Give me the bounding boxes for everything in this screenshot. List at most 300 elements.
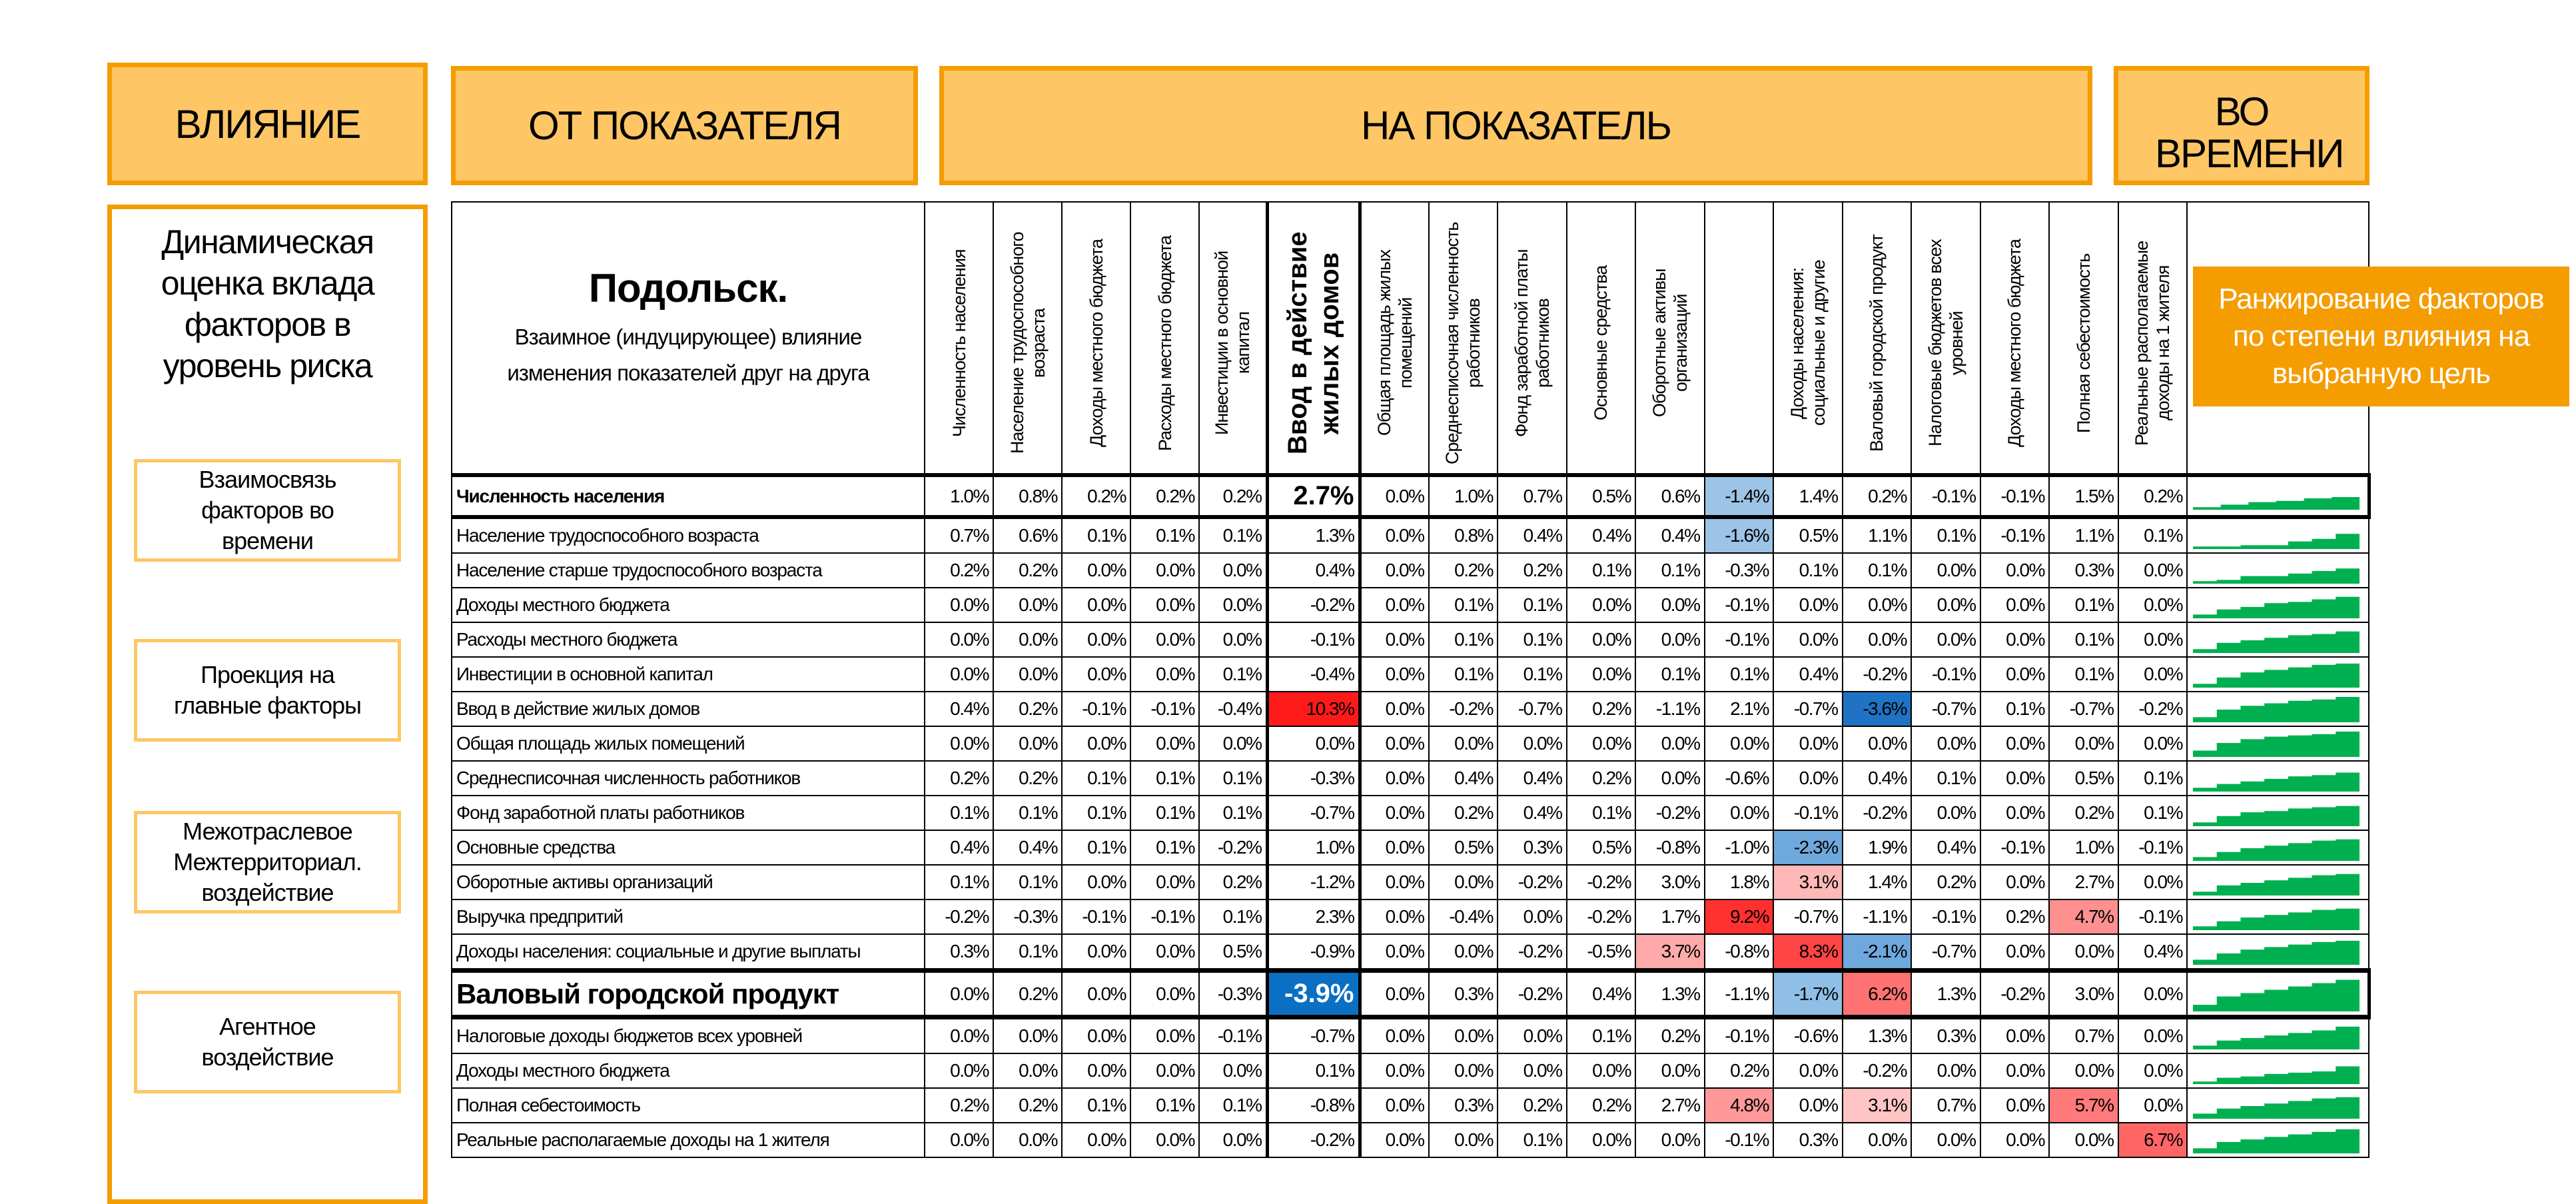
matrix-cell[interactable]: 0.2% xyxy=(993,692,1062,726)
matrix-cell[interactable]: 1.7% xyxy=(1635,900,1705,934)
matrix-cell[interactable]: 0.0% xyxy=(1911,726,1980,761)
matrix-cell[interactable]: 0.0% xyxy=(1360,622,1429,657)
matrix-cell[interactable]: 6.2% xyxy=(1843,971,1912,1017)
matrix-cell[interactable]: 2.7% xyxy=(1635,1088,1705,1123)
matrix-cell[interactable]: 0.2% xyxy=(1567,761,1636,796)
matrix-cell[interactable]: -0.9% xyxy=(1267,934,1360,971)
matrix-cell[interactable]: 3.0% xyxy=(2049,971,2118,1017)
matrix-cell[interactable]: 0.4% xyxy=(1567,517,1636,553)
table-row[interactable] xyxy=(452,761,2369,796)
matrix-cell[interactable]: 0.0% xyxy=(1980,657,2050,692)
matrix-cell[interactable]: 0.5% xyxy=(1567,830,1636,865)
matrix-cell[interactable]: -0.6% xyxy=(1705,761,1774,796)
matrix-cell[interactable]: 0.0% xyxy=(1199,553,1267,588)
matrix-cell[interactable]: 0.0% xyxy=(2118,865,2188,900)
matrix-cell[interactable]: 0.4% xyxy=(1429,761,1498,796)
matrix-cell[interactable]: 0.0% xyxy=(1360,1017,1429,1054)
matrix-cell[interactable]: 0.1% xyxy=(1062,1088,1130,1123)
matrix-cell[interactable]: -0.2% xyxy=(925,900,993,934)
matrix-cell[interactable]: 0.0% xyxy=(1635,761,1705,796)
tab-influence[interactable] xyxy=(107,63,428,185)
matrix-cell[interactable]: -0.3% xyxy=(993,900,1062,934)
matrix-cell[interactable]: 0.2% xyxy=(1498,553,1567,588)
matrix-cell[interactable]: 0.4% xyxy=(1498,796,1567,830)
matrix-cell[interactable]: 0.4% xyxy=(2118,934,2188,971)
matrix-cell[interactable]: 0.0% xyxy=(1980,796,2050,830)
matrix-cell[interactable]: 0.0% xyxy=(1062,657,1130,692)
matrix-cell[interactable]: 0.2% xyxy=(1429,553,1498,588)
matrix-cell[interactable]: 0.1% xyxy=(1130,517,1199,553)
matrix-cell[interactable]: 0.4% xyxy=(1567,971,1636,1017)
matrix-cell[interactable]: 8.3% xyxy=(1773,934,1843,971)
matrix-cell[interactable]: 0.2% xyxy=(2049,796,2118,830)
matrix-cell[interactable]: 0.0% xyxy=(1062,622,1130,657)
column-header[interactable] xyxy=(1705,202,1774,475)
matrix-cell[interactable]: 1.4% xyxy=(1773,475,1843,517)
matrix-cell[interactable]: 0.0% xyxy=(1062,1017,1130,1054)
table-row[interactable] xyxy=(452,657,2369,692)
matrix-cell[interactable]: 1.4% xyxy=(1843,865,1912,900)
matrix-cell[interactable]: 0.1% xyxy=(1130,830,1199,865)
matrix-cell[interactable]: 0.0% xyxy=(1498,726,1567,761)
matrix-cell[interactable]: 0.0% xyxy=(1130,1123,1199,1157)
matrix-cell[interactable]: 0.4% xyxy=(1498,517,1567,553)
matrix-cell[interactable]: 0.3% xyxy=(1498,830,1567,865)
matrix-cell[interactable]: 0.0% xyxy=(1360,692,1429,726)
row-label[interactable]: Основные средства xyxy=(452,830,925,865)
matrix-cell[interactable]: 9.2% xyxy=(1705,900,1774,934)
matrix-cell[interactable]: 0.1% xyxy=(1062,761,1130,796)
matrix-cell[interactable]: 0.7% xyxy=(1498,475,1567,517)
matrix-cell[interactable]: -0.2% xyxy=(1635,796,1705,830)
matrix-cell[interactable]: 6.7% xyxy=(2118,1123,2188,1157)
matrix-cell[interactable]: 0.0% xyxy=(2049,1053,2118,1088)
matrix-cell[interactable]: 0.0% xyxy=(1429,865,1498,900)
matrix-cell[interactable]: -1.1% xyxy=(1843,900,1912,934)
matrix-cell[interactable]: 0.1% xyxy=(1130,761,1199,796)
column-header[interactable] xyxy=(1498,202,1567,475)
matrix-cell[interactable]: 0.1% xyxy=(1498,588,1567,622)
matrix-cell[interactable]: 0.0% xyxy=(1498,1053,1567,1088)
matrix-cell[interactable]: -0.1% xyxy=(2118,900,2188,934)
matrix-cell[interactable]: 0.1% xyxy=(1498,622,1567,657)
matrix-cell[interactable]: 0.0% xyxy=(1567,1123,1636,1157)
matrix-cell[interactable]: 0.0% xyxy=(1980,588,2050,622)
matrix-cell[interactable]: -3.6% xyxy=(1843,692,1912,726)
row-label[interactable]: Численность населения xyxy=(452,475,925,517)
matrix-cell[interactable]: -0.2% xyxy=(1843,657,1912,692)
column-header[interactable] xyxy=(2118,202,2188,475)
matrix-cell[interactable]: 0.0% xyxy=(1360,475,1429,517)
table-row[interactable] xyxy=(452,692,2369,726)
matrix-cell[interactable]: 0.0% xyxy=(2118,588,2188,622)
matrix-cell[interactable]: -0.8% xyxy=(1267,1088,1360,1123)
matrix-cell[interactable]: 0.2% xyxy=(1843,475,1912,517)
matrix-cell[interactable]: 0.7% xyxy=(925,517,993,553)
matrix-cell[interactable]: 0.0% xyxy=(1843,588,1912,622)
column-header[interactable] xyxy=(925,202,993,475)
matrix-cell[interactable]: 0.2% xyxy=(993,553,1062,588)
matrix-cell[interactable]: 0.0% xyxy=(1360,553,1429,588)
matrix-cell[interactable]: 0.0% xyxy=(925,622,993,657)
column-header[interactable] xyxy=(1429,202,1498,475)
matrix-cell[interactable]: 0.0% xyxy=(1062,726,1130,761)
matrix-cell[interactable]: 1.9% xyxy=(1843,830,1912,865)
matrix-cell[interactable]: 0.0% xyxy=(1360,1088,1429,1123)
matrix-cell[interactable]: 0.1% xyxy=(1429,622,1498,657)
matrix-cell[interactable]: 0.1% xyxy=(1498,1123,1567,1157)
matrix-cell[interactable]: 0.8% xyxy=(993,475,1062,517)
matrix-cell[interactable]: 0.1% xyxy=(993,796,1062,830)
matrix-cell[interactable]: 0.7% xyxy=(1911,1088,1980,1123)
matrix-cell[interactable]: 0.1% xyxy=(1498,657,1567,692)
matrix-cell[interactable]: 0.4% xyxy=(1843,761,1912,796)
table-row[interactable] xyxy=(452,796,2369,830)
matrix-cell[interactable]: 0.1% xyxy=(1130,1088,1199,1123)
table-row[interactable] xyxy=(452,1088,2369,1123)
matrix-cell[interactable]: 0.1% xyxy=(925,865,993,900)
matrix-cell[interactable]: 0.0% xyxy=(2049,934,2118,971)
matrix-cell[interactable]: 0.0% xyxy=(1980,761,2050,796)
matrix-cell[interactable]: 1.0% xyxy=(1267,830,1360,865)
matrix-cell[interactable]: 0.0% xyxy=(1773,1053,1843,1088)
matrix-cell[interactable]: 0.1% xyxy=(1635,657,1705,692)
matrix-cell[interactable]: 0.0% xyxy=(1360,1123,1429,1157)
matrix-cell[interactable]: -0.4% xyxy=(1429,900,1498,934)
main-factors-projection-button[interactable] xyxy=(134,639,401,742)
table-row[interactable] xyxy=(452,1123,2369,1157)
matrix-cell[interactable]: 0.0% xyxy=(1062,934,1130,971)
column-header[interactable] xyxy=(1199,202,1267,475)
matrix-cell[interactable]: 0.7% xyxy=(2049,1017,2118,1054)
matrix-cell[interactable]: 0.0% xyxy=(1773,726,1843,761)
matrix-cell[interactable]: 0.0% xyxy=(1360,517,1429,553)
matrix-cell[interactable]: 0.5% xyxy=(1567,475,1636,517)
matrix-cell[interactable]: 0.0% xyxy=(1199,1053,1267,1088)
column-header[interactable] xyxy=(1267,202,1360,475)
matrix-cell[interactable]: 1.0% xyxy=(2049,830,2118,865)
matrix-cell[interactable]: 0.0% xyxy=(993,726,1062,761)
matrix-cell[interactable]: 0.3% xyxy=(1773,1123,1843,1157)
matrix-cell[interactable]: -0.2% xyxy=(1429,692,1498,726)
matrix-cell[interactable]: 0.1% xyxy=(1199,657,1267,692)
matrix-cell[interactable]: 0.2% xyxy=(1911,865,1980,900)
matrix-cell[interactable]: -1.4% xyxy=(1705,475,1774,517)
matrix-cell[interactable]: 0.6% xyxy=(1635,475,1705,517)
matrix-cell[interactable]: 0.0% xyxy=(1635,1123,1705,1157)
matrix-cell[interactable]: 0.1% xyxy=(1705,657,1774,692)
row-label[interactable]: Среднесписочная численность работников xyxy=(452,761,925,796)
matrix-cell[interactable]: 0.1% xyxy=(2118,796,2188,830)
matrix-cell[interactable]: -0.7% xyxy=(1911,692,1980,726)
matrix-cell[interactable]: 0.1% xyxy=(1062,517,1130,553)
matrix-cell[interactable]: 0.1% xyxy=(2118,761,2188,796)
matrix-cell[interactable]: 0.0% xyxy=(1199,1123,1267,1157)
matrix-cell[interactable]: 0.0% xyxy=(1130,934,1199,971)
matrix-cell[interactable]: -0.8% xyxy=(1705,934,1774,971)
matrix-cell[interactable]: -0.1% xyxy=(1062,900,1130,934)
matrix-cell[interactable]: -0.1% xyxy=(1199,1017,1267,1054)
matrix-cell[interactable]: -0.6% xyxy=(1773,1017,1843,1054)
matrix-cell[interactable]: 0.3% xyxy=(1911,1017,1980,1054)
matrix-cell[interactable]: 1.3% xyxy=(1843,1017,1912,1054)
matrix-cell[interactable]: -0.2% xyxy=(1567,900,1636,934)
matrix-cell[interactable]: 0.0% xyxy=(1567,588,1636,622)
matrix-cell[interactable]: -0.1% xyxy=(1980,830,2050,865)
matrix-cell[interactable]: 2.1% xyxy=(1705,692,1774,726)
matrix-cell[interactable]: 0.0% xyxy=(1980,1053,2050,1088)
matrix-cell[interactable]: -0.1% xyxy=(1980,475,2050,517)
matrix-cell[interactable]: -1.2% xyxy=(1267,865,1360,900)
matrix-cell[interactable]: 0.5% xyxy=(1773,517,1843,553)
matrix-cell[interactable]: 2.7% xyxy=(2049,865,2118,900)
matrix-cell[interactable]: -2.3% xyxy=(1773,830,1843,865)
matrix-cell[interactable]: 0.0% xyxy=(1911,553,1980,588)
matrix-cell[interactable]: -0.1% xyxy=(1773,796,1843,830)
matrix-cell[interactable]: 0.2% xyxy=(993,761,1062,796)
matrix-cell[interactable]: 0.1% xyxy=(925,796,993,830)
matrix-cell[interactable]: 0.3% xyxy=(2049,553,2118,588)
column-header[interactable] xyxy=(1911,202,1980,475)
matrix-cell[interactable]: 0.3% xyxy=(1429,971,1498,1017)
row-label[interactable]: Валовый городской продукт xyxy=(452,971,925,1017)
row-label[interactable]: Доходы местного бюджета xyxy=(452,1053,925,1088)
row-label[interactable]: Доходы населения: социальные и другие выплаты xyxy=(452,934,925,971)
matrix-cell[interactable]: 0.0% xyxy=(2118,622,2188,657)
matrix-cell[interactable]: 4.8% xyxy=(1705,1088,1774,1123)
matrix-cell[interactable]: 0.0% xyxy=(993,657,1062,692)
matrix-cell[interactable]: 0.0% xyxy=(1635,1053,1705,1088)
column-header[interactable] xyxy=(1635,202,1705,475)
row-label[interactable]: Полная себестоимость xyxy=(452,1088,925,1123)
matrix-cell[interactable]: -2.1% xyxy=(1843,934,1912,971)
matrix-cell[interactable]: 0.4% xyxy=(1498,761,1567,796)
matrix-cell[interactable]: 0.0% xyxy=(993,622,1062,657)
matrix-cell[interactable]: 0.0% xyxy=(1843,1123,1912,1157)
matrix-cell[interactable]: 0.0% xyxy=(925,1053,993,1088)
matrix-cell[interactable]: 0.0% xyxy=(1062,865,1130,900)
matrix-cell[interactable]: -0.8% xyxy=(1635,830,1705,865)
matrix-cell[interactable]: 0.2% xyxy=(925,553,993,588)
tab-over-time[interactable] xyxy=(2114,66,2369,185)
matrix-cell[interactable]: 0.1% xyxy=(2049,622,2118,657)
matrix-cell[interactable]: 0.0% xyxy=(925,657,993,692)
matrix-cell[interactable]: 0.0% xyxy=(2049,726,2118,761)
matrix-cell[interactable]: 0.0% xyxy=(1980,622,2050,657)
matrix-cell[interactable]: -1.1% xyxy=(1705,971,1774,1017)
matrix-cell[interactable]: 0.2% xyxy=(1199,475,1267,517)
matrix-cell[interactable]: -0.2% xyxy=(1199,830,1267,865)
matrix-cell[interactable]: 0.1% xyxy=(1199,900,1267,934)
matrix-cell[interactable]: 0.8% xyxy=(1429,517,1498,553)
matrix-cell[interactable]: 0.0% xyxy=(1267,726,1360,761)
matrix-cell[interactable]: -0.1% xyxy=(1130,692,1199,726)
matrix-cell[interactable]: 0.0% xyxy=(2118,1088,2188,1123)
ranking-banner[interactable] xyxy=(2193,267,2569,406)
row-label[interactable]: Реальные располагаемые доходы на 1 жителя xyxy=(452,1123,925,1157)
matrix-cell[interactable]: 1.8% xyxy=(1705,865,1774,900)
matrix-cell[interactable]: 0.1% xyxy=(1567,1017,1636,1054)
matrix-cell[interactable]: -0.2% xyxy=(1843,796,1912,830)
matrix-cell[interactable]: 0.0% xyxy=(1980,865,2050,900)
matrix-cell[interactable]: 0.4% xyxy=(925,830,993,865)
matrix-cell[interactable]: -0.7% xyxy=(1773,900,1843,934)
row-label[interactable]: Доходы местного бюджета xyxy=(452,588,925,622)
matrix-cell[interactable]: 0.1% xyxy=(1429,588,1498,622)
matrix-cell[interactable]: 0.2% xyxy=(1567,692,1636,726)
matrix-cell[interactable]: 0.1% xyxy=(1062,796,1130,830)
table-row[interactable] xyxy=(452,553,2369,588)
matrix-cell[interactable]: 0.0% xyxy=(993,1017,1062,1054)
matrix-cell[interactable]: 0.4% xyxy=(925,692,993,726)
matrix-cell[interactable]: 0.1% xyxy=(1567,553,1636,588)
table-row[interactable] xyxy=(452,934,2369,971)
matrix-cell[interactable]: 3.0% xyxy=(1635,865,1705,900)
matrix-cell[interactable]: 0.0% xyxy=(1360,1053,1429,1088)
column-header[interactable] xyxy=(1843,202,1912,475)
matrix-cell[interactable]: 0.0% xyxy=(1980,1017,2050,1054)
matrix-cell[interactable]: -0.4% xyxy=(1199,692,1267,726)
matrix-cell[interactable]: 0.0% xyxy=(1567,657,1636,692)
matrix-cell[interactable]: 0.0% xyxy=(1360,865,1429,900)
matrix-cell[interactable]: 0.0% xyxy=(925,726,993,761)
table-row[interactable] xyxy=(452,517,2369,553)
matrix-cell[interactable]: 0.0% xyxy=(1773,761,1843,796)
matrix-cell[interactable]: 0.5% xyxy=(1199,934,1267,971)
matrix-cell[interactable]: 0.1% xyxy=(2049,657,2118,692)
row-label[interactable]: Население трудоспособного возраста xyxy=(452,517,925,553)
matrix-cell[interactable]: 0.0% xyxy=(1360,971,1429,1017)
matrix-cell[interactable]: 0.0% xyxy=(1429,934,1498,971)
row-label[interactable]: Налоговые доходы бюджетов всех уровней xyxy=(452,1017,925,1054)
matrix-cell[interactable]: -0.7% xyxy=(1267,1017,1360,1054)
matrix-cell[interactable]: 0.4% xyxy=(993,830,1062,865)
matrix-cell[interactable]: 0.0% xyxy=(1429,726,1498,761)
matrix-cell[interactable]: 0.0% xyxy=(1567,1053,1636,1088)
row-label[interactable]: Ввод в действие жилых домов xyxy=(452,692,925,726)
matrix-cell[interactable]: 1.1% xyxy=(1843,517,1912,553)
matrix-cell[interactable]: 0.2% xyxy=(1980,900,2050,934)
matrix-cell[interactable]: 0.0% xyxy=(1130,657,1199,692)
table-row[interactable] xyxy=(452,475,2369,517)
matrix-cell[interactable]: 0.0% xyxy=(1130,726,1199,761)
matrix-cell[interactable]: 0.0% xyxy=(925,588,993,622)
table-row[interactable] xyxy=(452,622,2369,657)
matrix-cell[interactable]: 0.0% xyxy=(1843,622,1912,657)
matrix-cell[interactable]: 0.0% xyxy=(1360,900,1429,934)
matrix-cell[interactable]: 0.1% xyxy=(2118,517,2188,553)
matrix-cell[interactable]: 0.0% xyxy=(1498,900,1567,934)
matrix-cell[interactable]: 0.0% xyxy=(1199,726,1267,761)
matrix-cell[interactable]: 0.1% xyxy=(1567,796,1636,830)
matrix-cell[interactable]: 0.0% xyxy=(1062,971,1130,1017)
matrix-cell[interactable]: -0.4% xyxy=(1267,657,1360,692)
column-header[interactable] xyxy=(1062,202,1130,475)
row-label[interactable]: Расходы местного бюджета xyxy=(452,622,925,657)
matrix-cell[interactable]: 0.2% xyxy=(2118,475,2188,517)
matrix-cell[interactable]: -1.0% xyxy=(1705,830,1774,865)
matrix-cell[interactable]: 0.0% xyxy=(1635,622,1705,657)
matrix-cell[interactable]: 0.0% xyxy=(993,1053,1062,1088)
matrix-cell[interactable]: 0.0% xyxy=(1130,1053,1199,1088)
matrix-cell[interactable]: 0.0% xyxy=(925,971,993,1017)
agent-impact-button[interactable] xyxy=(134,991,401,1093)
matrix-cell[interactable]: 0.2% xyxy=(1567,1088,1636,1123)
table-row[interactable] xyxy=(452,900,2369,934)
column-header[interactable] xyxy=(993,202,1062,475)
matrix-cell[interactable]: 0.2% xyxy=(1199,865,1267,900)
matrix-cell[interactable]: 0.0% xyxy=(1567,622,1636,657)
matrix-cell[interactable]: 2.7% xyxy=(1267,475,1360,517)
matrix-cell[interactable]: 0.0% xyxy=(1429,1017,1498,1054)
matrix-cell[interactable]: 0.4% xyxy=(1911,830,1980,865)
matrix-cell[interactable]: 0.0% xyxy=(1062,588,1130,622)
matrix-cell[interactable]: 0.0% xyxy=(2049,1123,2118,1157)
matrix-cell[interactable]: 0.0% xyxy=(1980,934,2050,971)
matrix-cell[interactable]: -0.2% xyxy=(1980,971,2050,1017)
matrix-cell[interactable]: 0.0% xyxy=(1773,622,1843,657)
matrix-cell[interactable]: 0.0% xyxy=(1773,1088,1843,1123)
matrix-cell[interactable]: -0.2% xyxy=(1498,865,1567,900)
matrix-cell[interactable]: 0.0% xyxy=(1773,588,1843,622)
matrix-cell[interactable]: -0.3% xyxy=(1199,971,1267,1017)
matrix-cell[interactable]: -3.9% xyxy=(1267,971,1360,1017)
matrix-cell[interactable]: 0.1% xyxy=(1199,761,1267,796)
matrix-cell[interactable]: 0.0% xyxy=(1980,553,2050,588)
matrix-cell[interactable]: 0.0% xyxy=(1360,830,1429,865)
matrix-cell[interactable]: 0.2% xyxy=(1062,475,1130,517)
matrix-cell[interactable]: 0.2% xyxy=(1635,1017,1705,1054)
matrix-cell[interactable]: 0.0% xyxy=(1567,726,1636,761)
matrix-cell[interactable]: -0.2% xyxy=(1498,934,1567,971)
matrix-cell[interactable]: 4.7% xyxy=(2049,900,2118,934)
matrix-cell[interactable]: 0.0% xyxy=(1911,1053,1980,1088)
matrix-cell[interactable]: 0.4% xyxy=(1635,517,1705,553)
matrix-cell[interactable]: 3.7% xyxy=(1635,934,1705,971)
matrix-cell[interactable]: -0.2% xyxy=(1567,865,1636,900)
table-row[interactable] xyxy=(452,1017,2369,1054)
matrix-cell[interactable]: 1.1% xyxy=(2049,517,2118,553)
matrix-cell[interactable]: 0.1% xyxy=(1911,517,1980,553)
table-row[interactable] xyxy=(452,726,2369,761)
matrix-cell[interactable]: 0.1% xyxy=(1199,796,1267,830)
matrix-cell[interactable]: 0.1% xyxy=(993,934,1062,971)
matrix-cell[interactable]: -0.1% xyxy=(1911,657,1980,692)
matrix-cell[interactable]: 0.1% xyxy=(1911,761,1980,796)
matrix-cell[interactable]: 0.0% xyxy=(2118,657,2188,692)
matrix-cell[interactable]: 0.4% xyxy=(1773,657,1843,692)
matrix-cell[interactable]: 0.0% xyxy=(1705,796,1774,830)
matrix-cell[interactable]: 0.1% xyxy=(1267,1053,1360,1088)
tab-to-indicator[interactable] xyxy=(939,66,2092,185)
matrix-cell[interactable]: 0.0% xyxy=(1360,657,1429,692)
matrix-cell[interactable]: 0.2% xyxy=(993,1088,1062,1123)
matrix-cell[interactable]: 0.1% xyxy=(1980,692,2050,726)
row-label[interactable]: Фонд заработной платы работников xyxy=(452,796,925,830)
matrix-cell[interactable]: 0.6% xyxy=(993,517,1062,553)
matrix-cell[interactable]: 0.0% xyxy=(1130,971,1199,1017)
matrix-cell[interactable]: -0.1% xyxy=(1911,475,1980,517)
matrix-cell[interactable]: 1.3% xyxy=(1911,971,1980,1017)
matrix-cell[interactable]: 0.0% xyxy=(2118,971,2188,1017)
matrix-cell[interactable]: -0.5% xyxy=(1567,934,1636,971)
matrix-cell[interactable]: 0.1% xyxy=(1199,1088,1267,1123)
matrix-cell[interactable]: -0.2% xyxy=(1267,588,1360,622)
column-header[interactable] xyxy=(1773,202,1843,475)
matrix-cell[interactable]: 0.1% xyxy=(2049,588,2118,622)
matrix-cell[interactable]: 3.1% xyxy=(1843,1088,1912,1123)
matrix-cell[interactable]: 0.0% xyxy=(1911,588,1980,622)
